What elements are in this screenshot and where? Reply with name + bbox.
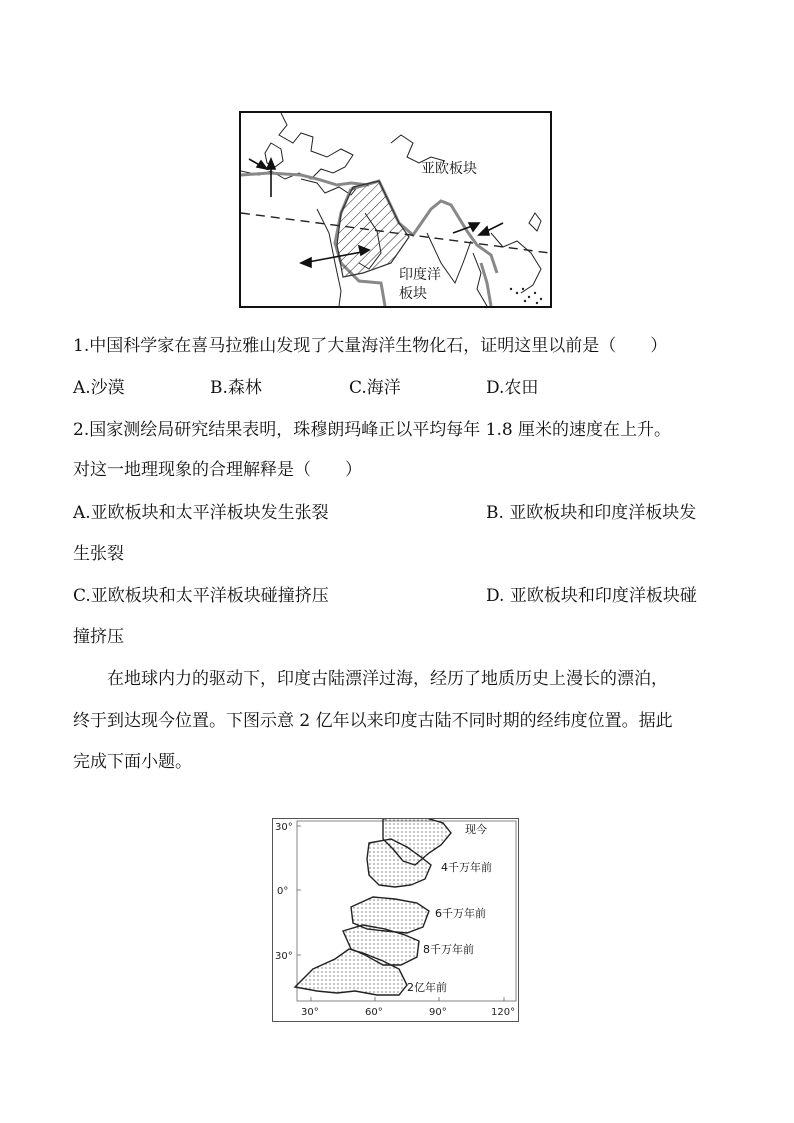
y-tick-30n: 30° bbox=[275, 822, 293, 833]
question-2-stem-line2: 对这一地理现象的合理解释是（ ） bbox=[73, 460, 362, 480]
plate-map-figure bbox=[239, 111, 552, 308]
europe-coastline bbox=[241, 113, 353, 179]
label-60ma: 6千万年前 bbox=[435, 907, 486, 920]
q1-option-d[interactable]: D.农田 bbox=[486, 378, 539, 398]
x-tick-30: 30° bbox=[301, 1007, 319, 1018]
q1-option-c[interactable]: C.海洋 bbox=[349, 378, 401, 398]
q2-option-b[interactable]: B. 亚欧板块和印度洋板块发 bbox=[486, 503, 697, 523]
eurasian-plate-label: 亚欧板块 bbox=[421, 161, 477, 177]
q2-option-c[interactable]: C.亚欧板块和太平洋板块碰撞挤压 bbox=[73, 586, 329, 606]
y-tick-30s: 30° bbox=[275, 951, 293, 962]
question-2-stem-line1: 2.国家测绘局研究结果表明，珠穆朗玛峰正以平均每年 1.8 厘米的速度在上升。 bbox=[73, 420, 672, 440]
label-80ma: 8千万年前 bbox=[423, 943, 474, 956]
east-asia-coast bbox=[491, 233, 541, 293]
passage-line-3: 完成下面小题。 bbox=[73, 752, 192, 772]
plate-boundary-africa bbox=[241, 173, 369, 185]
passage-line-1: 在地球内力的驱动下，印度古陆漂洋过海，经历了地质历史上漫长的漂泊， bbox=[107, 669, 668, 689]
y-tick-0: 0° bbox=[277, 886, 289, 897]
scandinavia-coastline bbox=[265, 143, 283, 167]
x-tick-60: 60° bbox=[365, 1007, 383, 1018]
label-40ma: 4千万年前 bbox=[441, 861, 492, 874]
question-1-stem: 1.中国科学家在喜马拉雅山发现了大量海洋生物化石，证明这里以前是（ ） bbox=[73, 336, 668, 356]
q2-option-d-continued[interactable]: 撞挤压 bbox=[73, 627, 124, 647]
passage-line-2: 终于到达现今位置。下图示意 2 亿年以来印度古陆不同时期的经纬度位置。据此 bbox=[73, 711, 673, 731]
label-200ma: 2亿年前 bbox=[407, 981, 447, 994]
q2-option-a[interactable]: A.亚欧板块和太平洋板块发生张裂 bbox=[73, 503, 329, 523]
indian-plate-label-line1: 印度洋 bbox=[399, 267, 441, 283]
q1-option-a[interactable]: A.沙漠 bbox=[73, 378, 125, 398]
label-present: 现今 bbox=[465, 823, 487, 836]
asia-coastline-east bbox=[391, 135, 445, 163]
japan-islands bbox=[529, 213, 541, 231]
x-tick-90: 90° bbox=[429, 1007, 447, 1018]
x-tick-120: 120° bbox=[491, 1007, 516, 1018]
q2-option-d[interactable]: D. 亚欧板块和印度洋板块碰 bbox=[486, 586, 697, 606]
india-60ma-shape bbox=[351, 897, 429, 933]
indian-plate-label-line2: 板块 bbox=[399, 286, 427, 302]
q1-option-b[interactable]: B.森林 bbox=[210, 378, 262, 398]
plate-boundary-java bbox=[481, 263, 491, 306]
india-drift-figure bbox=[272, 818, 519, 1022]
q2-option-b-continued[interactable]: 生张裂 bbox=[73, 544, 124, 564]
